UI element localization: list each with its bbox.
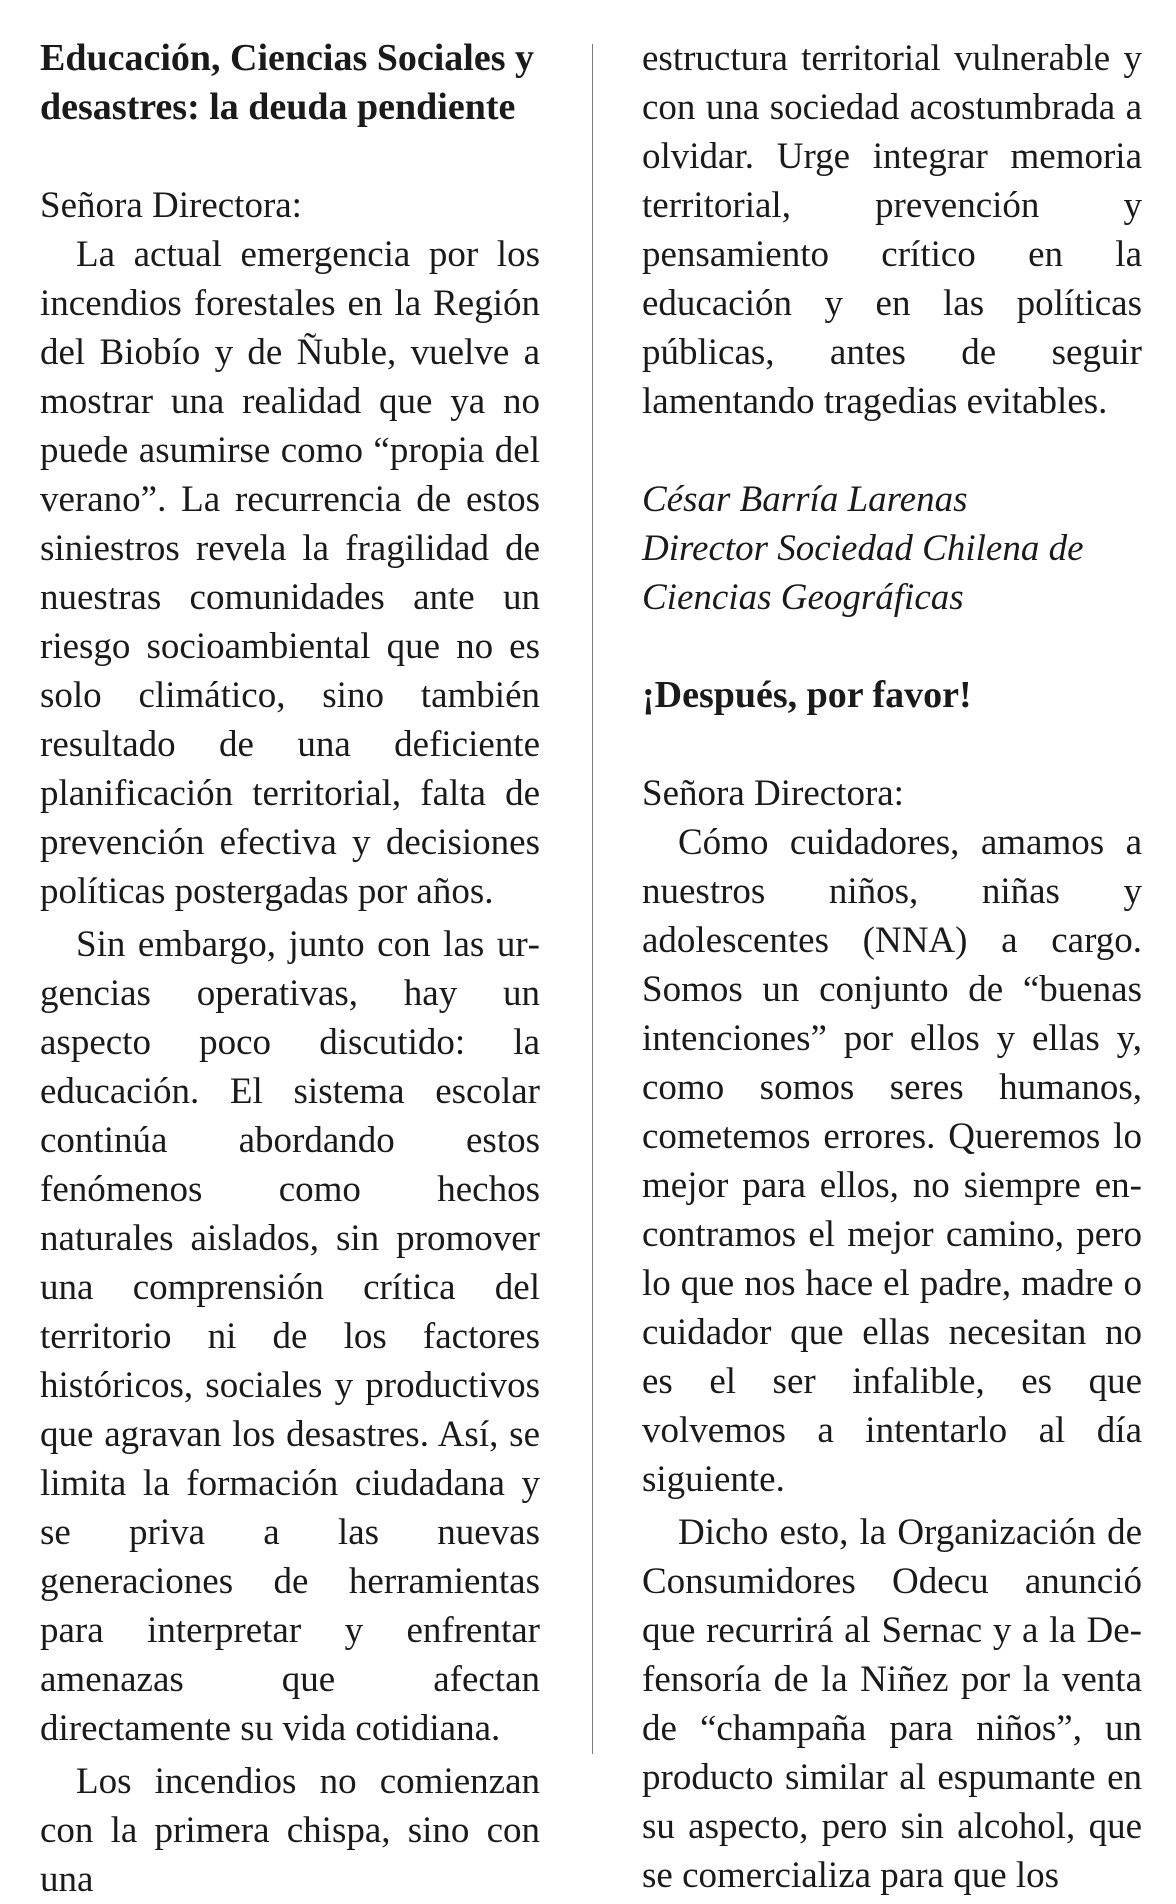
letter2-paragraph-1: Cómo cuidadores, amamos a nuestros niños, niñas y adolescentes (NNA) a cargo. Somos un conjunto de “buenas intenciones” por ellos y ellas y, como somos seres humanos, cometemos errores. Queremos lo mejor para ellos, no siempre encontramos el mejor camino, pero lo que nos hace el padre, madre o cuidador que ellas necesitan no es el ser infalible, es que volvemos a intentarlo al día siguiente. (642, 822, 1142, 1500)
letter1-paragraph-1: La actual emergencia por los incendios forestales en la Región del Biobío y de Ñuble, vuelve a mostrar una realidad que ya no puede asumirse como “propia del verano”. La recurrencia de estos siniestros revela la fragilidad de nuestras comunidades ante un riesgo socioambiental que no es solo climático, sino también resultado de una deficiente planificación territorial, falta de prevención efectiva y decisiones políticas postergadas por años. (40, 234, 540, 912)
column-divider (592, 44, 593, 1754)
letter2-title: ¡Después, por favor! (642, 674, 972, 716)
letter2-paragraph-2: Dicho esto, la Organización de Consumidores Odecu anunció que recurrirá al Sernac y a la Defensoría de la Niñez por la venta de “champaña para niños”, un producto similar al espumante en su aspecto, pero sin alcohol, que se comercializa para que los (642, 1512, 1142, 1896)
letter1-salutation: Señora Directora: (40, 185, 302, 226)
letter1-signature (642, 475, 1142, 622)
letter1-paragraph-2: Sin embargo, junto con las urgencias operativas, hay un aspecto poco discutido: la educación. El sistema escolar continúa abordando estos fenómenos como hechos naturales aislados, sin promover una comprensión crítica del territorio ni de los factores históricos, sociales y productivos que agravan los desastres. Así, se limita la formación ciudadana y se priva a las nuevas generaciones de herramientas para interpretar y enfrentar amenazas que afectan directamente su vida cotidiana. (40, 924, 540, 1749)
letter1-paragraph-3: Los incendios no comienzan con la primera chispa, sino con una (40, 1761, 540, 1900)
signature-name: César Barría Larenas (642, 479, 968, 520)
right-column (642, 34, 1142, 1900)
letter1-title: Educación, Ciencias Sociales y desastres: la deuda pendiente (40, 37, 535, 128)
signature-role: Director Sociedad Chilena de Ciencias Geográficas (642, 528, 1084, 618)
left-column (40, 34, 540, 1904)
letter2-salutation: Señora Directora: (642, 773, 904, 814)
letter1-paragraph-3-continuation: estructura territorial vulnerable y con una sociedad acostumbrada a olvidar. Urge integrar memoria territorial, prevención y pensamiento crítico en la educación y en las políticas públicas, antes de seguir lamentando tragedias evitables. (642, 38, 1142, 422)
